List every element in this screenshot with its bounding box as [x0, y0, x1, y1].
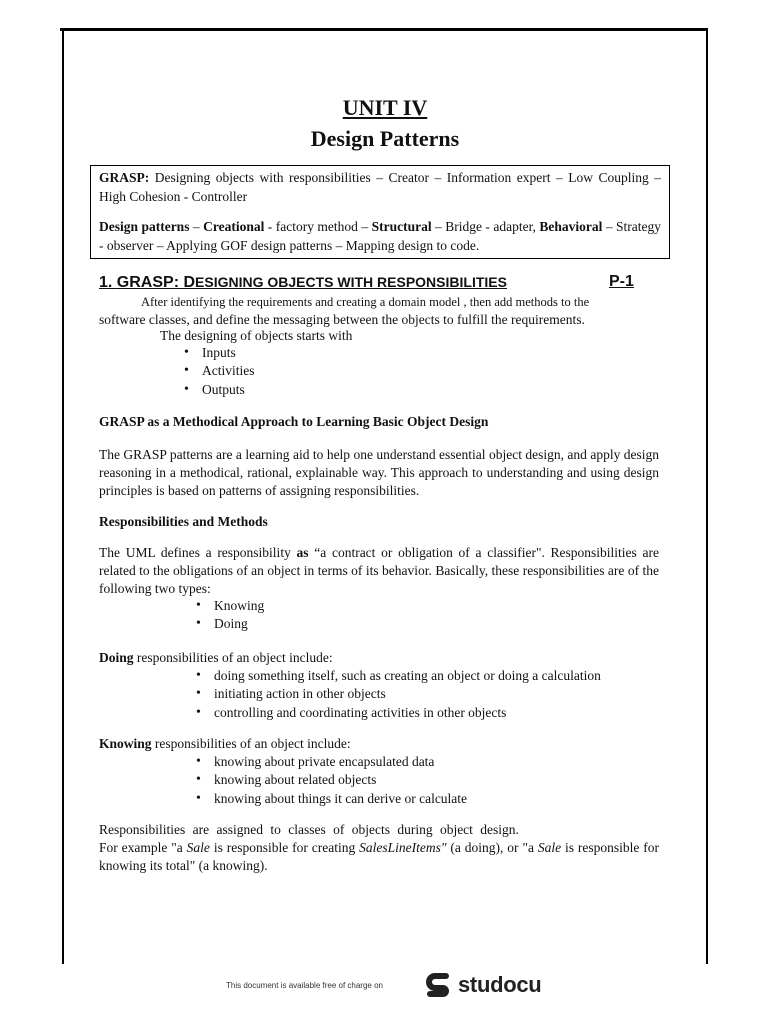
- example-sale-2: Sale: [537, 840, 562, 855]
- footer-brand[interactable]: studocu: [458, 972, 542, 997]
- example-mid-2: (a doing), or "a: [446, 840, 538, 855]
- doing-text: responsibilities of an object include:: [133, 650, 333, 665]
- section-page-number: P-1: [609, 273, 634, 290]
- grasp-method-paragraph: The GRASP patterns are a learning aid to help one understand essential object design, and apply design reasoning in a methodical, rational, explainable way. This approach to understanding and using design principles is based on patterns of assigning responsibilities.: [99, 447, 659, 498]
- section-number: 1.: [99, 274, 117, 291]
- list-item: • Knowing: [192, 597, 264, 615]
- knowing-list: [192, 753, 467, 808]
- example-pre: For example "a: [99, 840, 187, 855]
- creational-text: - factory method –: [264, 219, 372, 234]
- knowing-intro: [99, 735, 351, 753]
- page-top-border: [60, 28, 708, 31]
- assigned-paragraph: [99, 821, 659, 875]
- creational-label: Creational: [203, 219, 265, 234]
- grasp-summary-label: GRASP:: [99, 170, 150, 185]
- list-item: • knowing about private encapsulated data: [192, 753, 467, 771]
- responsibility-types-list: [192, 597, 264, 634]
- list-item: • controlling and coordinating activities in other objects: [192, 704, 601, 722]
- example-post: is responsible for knowing its total" (a knowing).: [99, 840, 660, 873]
- behavioral-label: Behavioral: [539, 219, 603, 234]
- list-item: • doing something itself, such as creating an object or doing a calculation: [192, 667, 601, 685]
- starts-with-text: The designing of objects starts with: [160, 328, 353, 343]
- uml-pre: The UML defines a responsibility: [99, 545, 297, 560]
- list-item: • knowing about related objects: [192, 771, 467, 789]
- footer: [226, 968, 556, 1004]
- syllabus-summary-box: [90, 165, 670, 259]
- uml-as: as: [296, 545, 309, 560]
- section-heading: [99, 274, 639, 292]
- example-sale-1: Sale: [186, 840, 210, 855]
- footer-note: This document is available free of charge on: [226, 981, 383, 990]
- uml-paragraph: [99, 544, 659, 598]
- dp-label: Design patterns: [99, 219, 190, 234]
- list-item: • Activities: [180, 362, 255, 380]
- page-left-border: [62, 28, 64, 964]
- section-grasp: GRASP:: [116, 274, 184, 291]
- list-item: • Doing: [192, 615, 264, 633]
- studocu-logo-icon[interactable]: [424, 970, 454, 1002]
- list-item: • Inputs: [180, 344, 255, 362]
- knowing-label: Knowing: [99, 736, 152, 751]
- section-initial: D: [183, 274, 196, 291]
- dp-dash: –: [189, 219, 204, 234]
- list-item: • knowing about things it can derive or calculate: [192, 790, 467, 808]
- grasp-summary-text: Designing objects with responsibilities – Creator – Information expert – Low Coupling – High Cohesion - Controller: [99, 170, 661, 204]
- example-mid: is responsible for creating: [209, 840, 360, 855]
- unit-subtitle: Design Patterns: [310, 126, 460, 151]
- section-title-rest: ESIGNING OBJECTS WITH RESPONSIBILITIES: [195, 274, 507, 290]
- grasp-method-heading: GRASP as a Methodical Approach to Learning Basic Object Design: [99, 414, 489, 429]
- behavioral-text: – Strategy - observer – Applying GOF design patterns – Mapping design to code.: [99, 219, 662, 253]
- list-item: • initiating action in other objects: [192, 685, 601, 703]
- doing-intro: [99, 649, 333, 667]
- knowing-text: responsibilities of an object include:: [151, 736, 351, 751]
- io-list: [180, 344, 255, 399]
- design-patterns-summary: [99, 217, 661, 255]
- intro-paragraph: [99, 294, 659, 328]
- assigned-line: Responsibilities are assigned to classes of objects during object design.: [99, 822, 519, 837]
- doing-label: Doing: [99, 650, 134, 665]
- structural-label: Structural: [371, 219, 432, 234]
- doing-list: [192, 667, 601, 722]
- structural-text: – Bridge - adapter,: [431, 219, 540, 234]
- list-item: • Outputs: [180, 381, 255, 399]
- responsibilities-heading: Responsibilities and Methods: [99, 514, 268, 529]
- example-items: SalesLineItems": [359, 840, 447, 855]
- intro-line-2: software classes, and define the messaging between the objects to fulfill the requirements.: [99, 312, 585, 327]
- grasp-summary: [99, 168, 661, 206]
- page-right-border: [706, 28, 708, 964]
- uml-post: “a contract or obligation of a classifier". Responsibilities are related to the obligations of an object in terms of its behavior. Basically, these responsibilities are of the following two types:: [99, 545, 659, 596]
- intro-line-1: After identifying the requirements and creating a domain model , then add methods to the: [141, 295, 590, 309]
- unit-title: UNIT IV: [342, 95, 428, 120]
